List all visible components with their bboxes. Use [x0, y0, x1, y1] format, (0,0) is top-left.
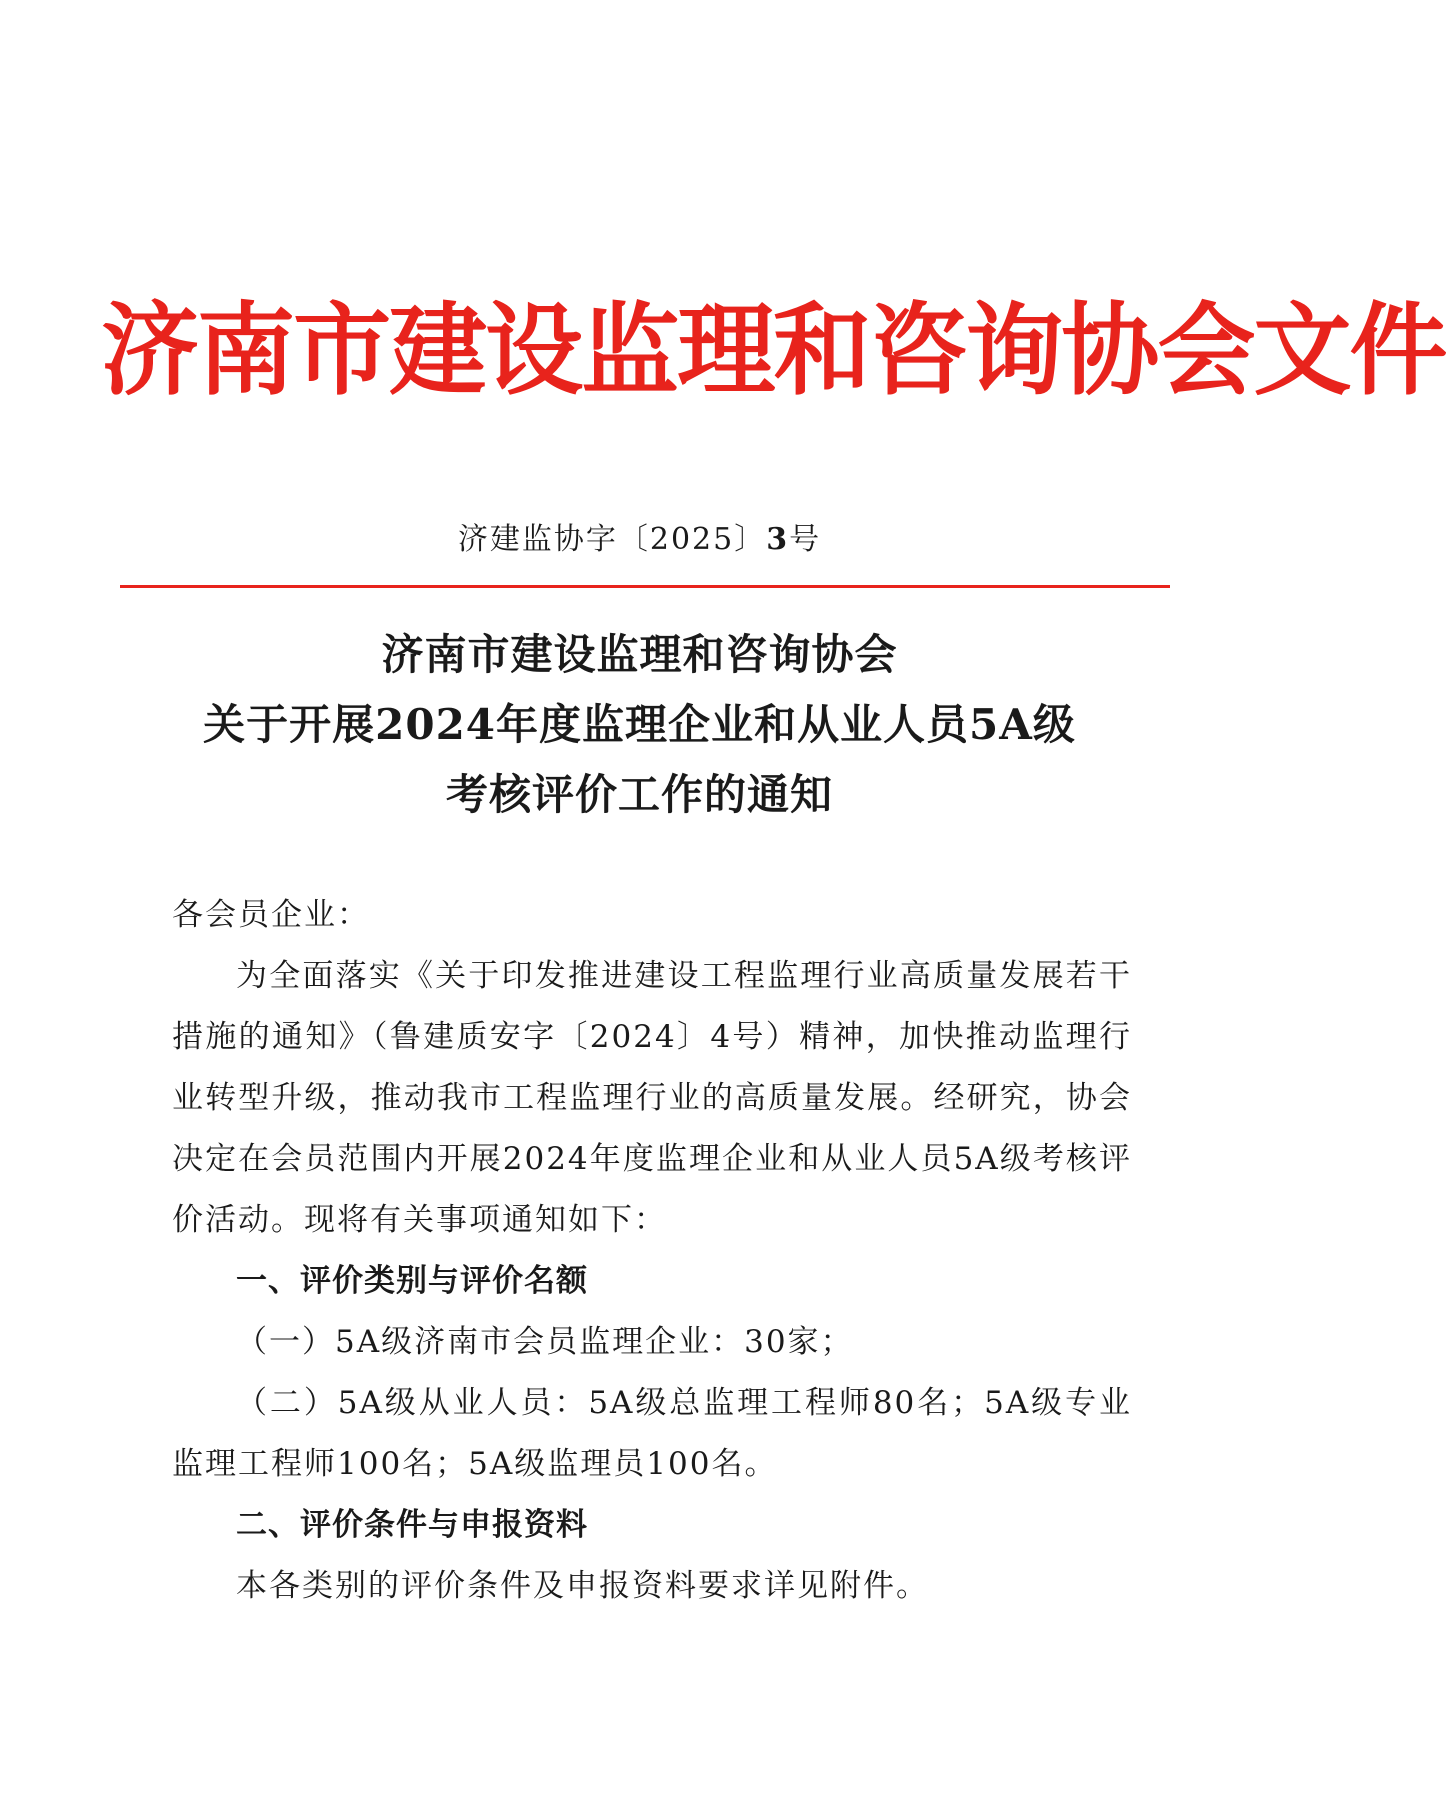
document-number-prefix: 济建监协字〔2025〕 [457, 522, 767, 557]
document-number-suffix: 号 [789, 522, 822, 557]
document-number-value: 3 [766, 522, 790, 557]
section-1-heading: 一、评价类别与评价名额 [236, 1263, 588, 1299]
document-number [0, 520, 1279, 560]
salutation: 各会员企业： [172, 897, 370, 933]
section-2-text: 本各类别的评价条件及申报资料要求详见附件。 [236, 1568, 929, 1604]
masthead-title: 济南市建设监理和咨询协会文件 [101, 291, 1446, 409]
notice-title [0, 620, 1279, 830]
notice-body [172, 885, 1132, 1617]
notice-title-line-2: 关于开展2024年度监理企业和从业人员5A级 [203, 700, 1076, 749]
notice-title-line-1: 济南市建设监理和咨询协会 [381, 630, 898, 679]
notice-title-line-3: 考核评价工作的通知 [445, 770, 833, 819]
intro-paragraph: 为全面落实《关于印发推进建设工程监理行业高质量发展若干措施的通知》（鲁建质安字〔2024〕4号）精神，加快推动监理行业转型升级，推动我市工程监理行业的高质量发展。经研究，协会决定在会员范围内开展2024年度监理企业和从业人员5A级考核评价活动。现将有关事项通知如下： [172, 958, 1132, 1238]
section-1-item-2: （二）5A级从业人员：5A级总监理工程师80名；5A级专业监理工程师100名；5A级监理员100名。 [172, 1385, 1132, 1482]
red-divider-line [120, 585, 1170, 588]
section-2-heading: 二、评价条件与申报资料 [236, 1507, 588, 1543]
section-1-item-1: （一）5A级济南市会员监理企业：30家； [236, 1324, 854, 1360]
